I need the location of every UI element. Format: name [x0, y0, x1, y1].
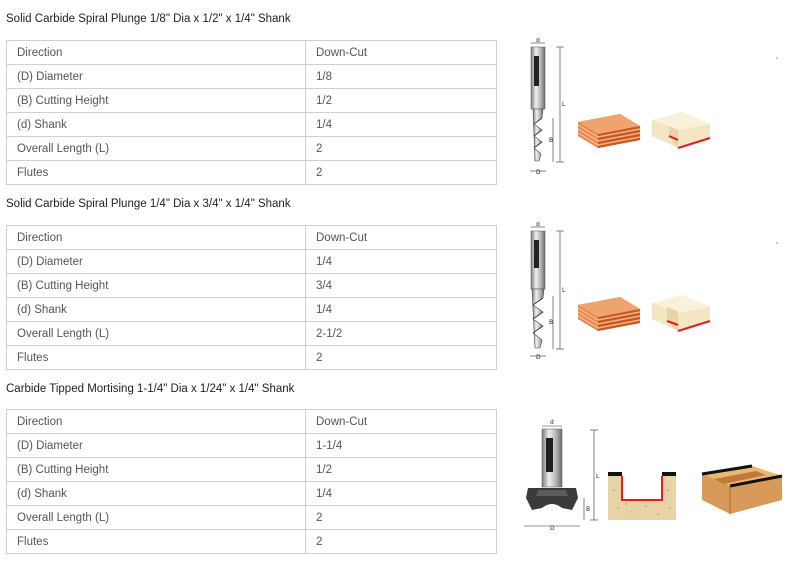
- wood-sample-images: [606, 460, 786, 522]
- table-row: [7, 250, 497, 274]
- table-row: [7, 41, 497, 65]
- spec-label: Flutes: [7, 161, 306, 185]
- spec-value: 1/2: [306, 458, 497, 482]
- dim-label-l: L: [596, 473, 600, 480]
- spec-label: Overall Length (L): [7, 137, 306, 161]
- mortise-section-sample: [608, 472, 676, 520]
- spec-value: 2-1/2: [306, 322, 497, 346]
- spec-label: (D) Diameter: [7, 434, 306, 458]
- spec-value: 1-1/4: [306, 434, 497, 458]
- decorative-dot: [776, 57, 778, 59]
- spec-label: (d) Shank: [7, 113, 306, 137]
- cut-wood-sample: [652, 112, 710, 148]
- table-row: [7, 65, 497, 89]
- spec-value: 1/8: [306, 65, 497, 89]
- table-row: [7, 161, 497, 185]
- bit-dimension-diagram: [520, 38, 580, 178]
- layered-wood-sample: [578, 114, 640, 148]
- spec-label: Direction: [7, 410, 306, 434]
- spec-label: (B) Cutting Height: [7, 89, 306, 113]
- dim-label-dia: D: [536, 354, 541, 361]
- dim-label-d: d: [550, 419, 554, 426]
- spec-value: 3/4: [306, 274, 497, 298]
- dim-label-l: L: [562, 101, 566, 108]
- layered-wood-sample: [578, 297, 640, 331]
- spec-value: 2: [306, 161, 497, 185]
- spec-value: 2: [306, 506, 497, 530]
- table-row: [7, 346, 497, 370]
- product-title: Solid Carbide Spiral Plunge 1/4" Dia x 3/4" x 1/4" Shank: [6, 198, 291, 210]
- table-row: [7, 434, 497, 458]
- spec-label: (d) Shank: [7, 482, 306, 506]
- dim-label-d: d: [536, 38, 540, 44]
- bit-dimension-diagram: [520, 222, 580, 362]
- dim-label-dia: D: [550, 525, 555, 532]
- table-row: [7, 322, 497, 346]
- spec-table: [6, 409, 497, 554]
- wood-sample-images: [574, 108, 714, 152]
- table-row: [7, 298, 497, 322]
- decorative-dot: [776, 242, 778, 244]
- table-row: [7, 530, 497, 554]
- cut-wood-sample: [652, 295, 710, 331]
- spec-table: [6, 40, 497, 185]
- spec-value: 2: [306, 346, 497, 370]
- spec-value: 2: [306, 137, 497, 161]
- table-row: [7, 226, 497, 250]
- table-row: [7, 89, 497, 113]
- spec-table: [6, 225, 497, 370]
- product-title: Solid Carbide Spiral Plunge 1/8" Dia x 1/2" x 1/4" Shank: [6, 13, 291, 25]
- spec-label: (B) Cutting Height: [7, 458, 306, 482]
- product-title: Carbide Tipped Mortising 1-1/4" Dia x 1/24" x 1/4" Shank: [6, 383, 295, 395]
- spec-value: 2: [306, 530, 497, 554]
- spec-label: Flutes: [7, 530, 306, 554]
- spec-label: (d) Shank: [7, 298, 306, 322]
- dim-label-dia: D: [536, 169, 541, 176]
- spec-value: 1/4: [306, 298, 497, 322]
- spec-label: Overall Length (L): [7, 506, 306, 530]
- spec-value: 1/4: [306, 250, 497, 274]
- spec-label: Overall Length (L): [7, 322, 306, 346]
- table-row: [7, 410, 497, 434]
- spec-value: 1/4: [306, 482, 497, 506]
- spec-label: Direction: [7, 41, 306, 65]
- spec-value: Down-Cut: [306, 226, 497, 250]
- spec-label: (B) Cutting Height: [7, 274, 306, 298]
- table-row: [7, 113, 497, 137]
- mortised-block-sample: [702, 466, 782, 514]
- table-row: [7, 506, 497, 530]
- spec-value: Down-Cut: [306, 41, 497, 65]
- dim-label-b: B: [549, 319, 554, 326]
- spec-label: (D) Diameter: [7, 65, 306, 89]
- spec-value: 1/2: [306, 89, 497, 113]
- wood-sample-images: [574, 291, 714, 335]
- spec-value: Down-Cut: [306, 410, 497, 434]
- table-row: [7, 137, 497, 161]
- dim-label-b: B: [586, 506, 591, 513]
- dim-label-l: L: [562, 287, 566, 294]
- spec-label: (D) Diameter: [7, 250, 306, 274]
- table-row: [7, 482, 497, 506]
- table-row: [7, 274, 497, 298]
- dim-label-d: d: [536, 222, 540, 228]
- spec-value: 1/4: [306, 113, 497, 137]
- dim-label-b: B: [549, 137, 554, 144]
- bit-dimension-diagram: [518, 416, 608, 534]
- spec-label: Direction: [7, 226, 306, 250]
- spec-label: Flutes: [7, 346, 306, 370]
- table-row: [7, 458, 497, 482]
